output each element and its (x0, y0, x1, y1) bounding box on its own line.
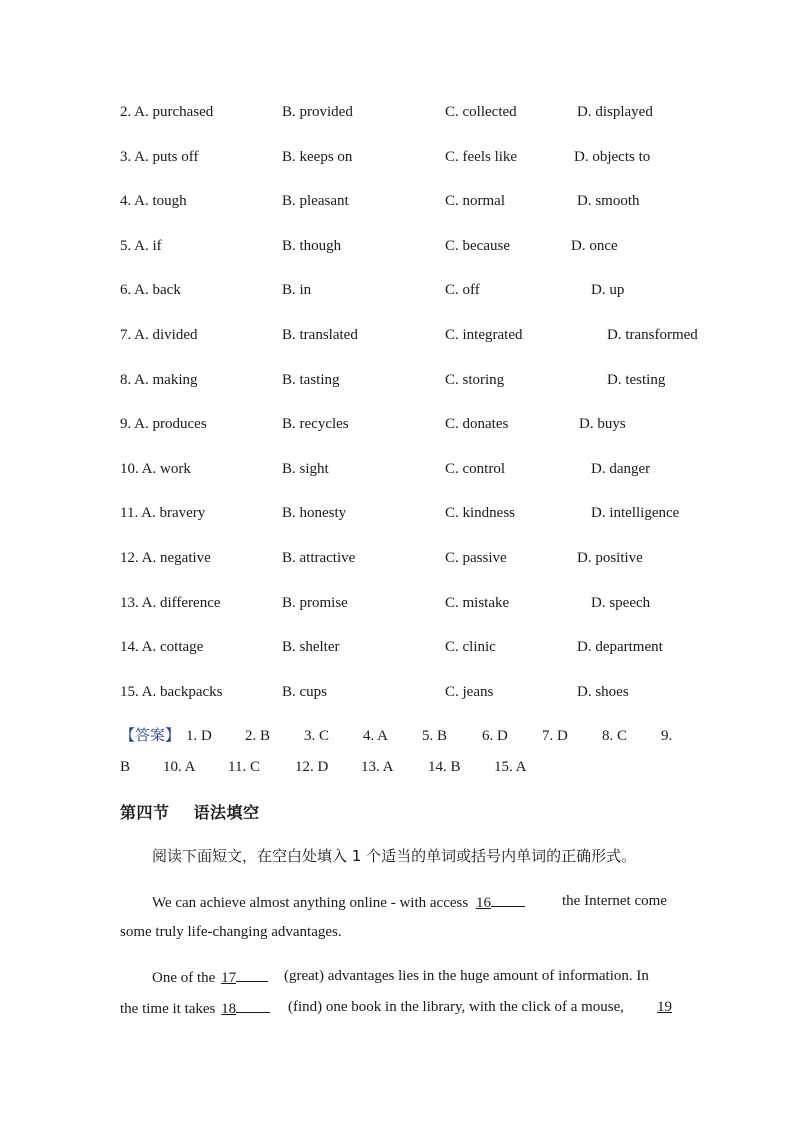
option-d: D. transformed (607, 327, 698, 343)
option-a: 5. A. if (120, 237, 162, 254)
question-row (0, 101, 793, 123)
option-a: 8. A. making (120, 371, 198, 388)
option-b: B. promise (282, 594, 348, 611)
option-a: 10. A. work (120, 460, 191, 477)
passage-line-4-end: (find) one book in the library, with the click of a mouse, (288, 999, 625, 1015)
option-d: D. once (571, 237, 618, 254)
option-d: D. smooth (577, 193, 640, 210)
answer-item: 3. C (304, 728, 330, 744)
option-d: D. speech (591, 594, 651, 611)
question-row (0, 636, 793, 658)
answer-item: B (120, 759, 131, 775)
option-b: B. honesty (282, 505, 347, 522)
option-b: B. sight (282, 460, 329, 477)
option-c: C. collected (445, 104, 517, 120)
option-b: B. shelter (282, 639, 340, 656)
option-c: C. feels like (445, 148, 518, 165)
option-b: B. in (282, 282, 312, 299)
answer-item: 2. B (245, 728, 271, 744)
option-c: C. because (445, 237, 510, 254)
question-row (0, 502, 793, 524)
option-d: D. displayed (577, 104, 653, 120)
passage-text: We can achieve almost anything online - with access (152, 895, 469, 911)
answer-item: 9. (661, 728, 673, 744)
option-c: C. jeans (445, 683, 494, 700)
option-b: B. recycles (282, 416, 349, 433)
question-row (0, 279, 793, 301)
option-c: C. off (445, 282, 480, 299)
option-d: D. up (591, 282, 625, 299)
answer-item: 5. B (422, 728, 448, 744)
blank-19[interactable]: 19 (657, 999, 672, 1015)
answer-item: 6. D (482, 728, 508, 744)
option-c: C. passive (445, 550, 507, 566)
question-row (0, 369, 793, 391)
section-title: 语法填空 (193, 803, 260, 822)
section-heading (120, 800, 284, 823)
option-a: 12. A. negative (120, 550, 211, 566)
passage-line-1 (152, 890, 525, 914)
question-row (0, 458, 793, 480)
option-c: C. kindness (445, 505, 516, 522)
question-row (0, 547, 793, 569)
option-b: B. tasting (282, 371, 340, 388)
answer-item: 11. C (228, 759, 260, 775)
question-row (0, 413, 793, 435)
option-a: 2. A. purchased (120, 104, 214, 120)
option-d: D. testing (607, 371, 666, 388)
passage-line-3-end: (great) advantages lies in the huge amount of information. In (284, 968, 649, 984)
option-d: D. objects to (574, 148, 651, 165)
option-c: C. control (445, 460, 505, 477)
option-a: 14. A. cottage (120, 639, 204, 656)
answer-item: 12. D (295, 759, 329, 775)
option-b: B. attractive (282, 550, 356, 566)
passage-text: the time it takes (120, 1001, 216, 1017)
option-b: B. keeps on (282, 148, 353, 165)
answer-item: 4. A (363, 728, 389, 744)
blank-16[interactable]: 16 (476, 890, 525, 914)
question-row (0, 235, 793, 257)
answer-item: 10. A (163, 759, 196, 775)
option-c: C. storing (445, 371, 505, 388)
option-c: C. normal (445, 193, 505, 210)
option-d: D. positive (577, 550, 643, 566)
option-b: B. pleasant (282, 193, 349, 210)
blank-17[interactable]: 17 (221, 965, 268, 989)
option-a: 4. A. tough (120, 193, 187, 210)
blank-18[interactable]: 18 (221, 996, 270, 1020)
option-a: 13. A. difference (120, 594, 221, 611)
section-instruction: 阅读下面短文，在空白处填入 1 个适当的单词或括号内单词的正确形式。 (152, 847, 637, 865)
option-a: 7. A. divided (120, 327, 198, 343)
answer-label: 【答案】 (120, 728, 181, 744)
option-a: 3. A. puts off (120, 148, 199, 165)
option-b: B. provided (282, 104, 353, 120)
question-row (0, 681, 793, 703)
option-c: C. clinic (445, 639, 496, 656)
option-d: D. intelligence (591, 505, 680, 522)
option-a: 11. A. bravery (120, 505, 206, 522)
option-d: D. buys (579, 416, 626, 433)
section-number: 第四节 (120, 803, 170, 822)
option-a: 15. A. backpacks (120, 683, 223, 700)
passage-line-3 (152, 965, 268, 989)
option-b: B. cups (282, 683, 327, 700)
answer-item: 7. D (542, 728, 568, 744)
answer-line-1 (120, 725, 180, 747)
question-row (0, 190, 793, 212)
option-c: C. mistake (445, 594, 510, 611)
option-c: C. integrated (445, 327, 523, 343)
option-b: B. translated (282, 327, 358, 343)
option-d: D. shoes (577, 683, 629, 700)
passage-line-4 (120, 996, 270, 1020)
option-c: C. donates (445, 416, 509, 433)
question-row (0, 324, 793, 346)
option-d: D. danger (591, 460, 651, 477)
answer-item: 14. B (428, 759, 461, 775)
passage-line-1-end: the Internet come (562, 893, 667, 909)
option-b: B. though (282, 237, 342, 254)
passage-line-2: some truly life-changing advantages. (120, 924, 342, 940)
answer-item: 15. A (494, 759, 527, 775)
option-a: 6. A. back (120, 282, 181, 299)
answer-item: 1. D (186, 728, 212, 744)
question-row (0, 592, 793, 614)
option-a: 9. A. produces (120, 416, 207, 433)
option-d: D. department (577, 639, 663, 656)
passage-text: One of the (152, 970, 216, 986)
answer-item: 13. A (361, 759, 394, 775)
answer-item: 8. C (602, 728, 628, 744)
question-row (0, 146, 793, 168)
